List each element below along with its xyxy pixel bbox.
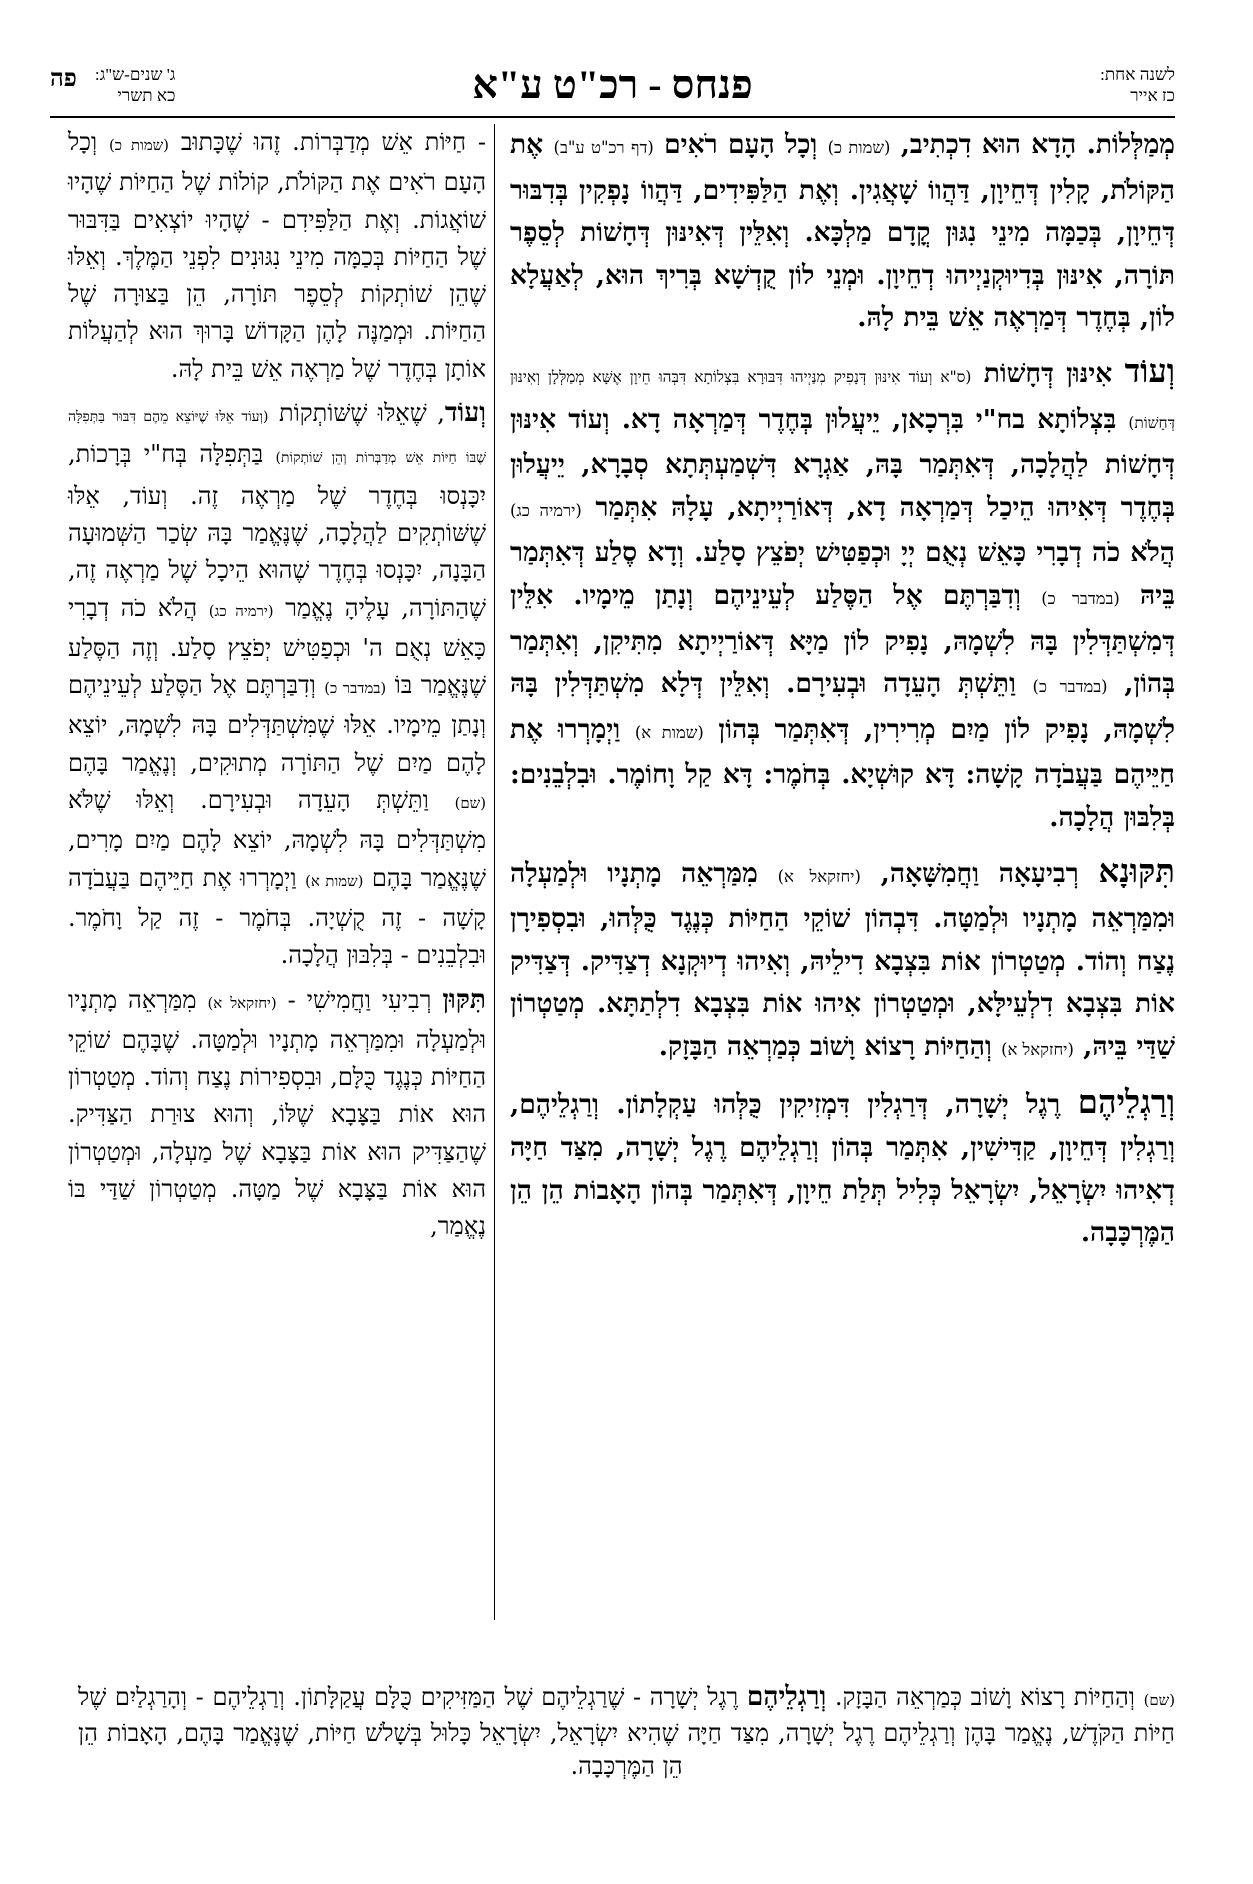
side-p2-lead-word: וְעוֹד bbox=[444, 397, 486, 429]
main-p1-text-a: מְמַלְּלוֹת. הָדָא הוּא דִכְתִיב, bbox=[890, 129, 1175, 160]
page-header bbox=[50, 62, 1175, 112]
main-p2-ref-4: (שמות א) bbox=[634, 722, 704, 742]
main-p3-lead-word: תִּקּוּנָא bbox=[1098, 851, 1175, 890]
header-left-line1: ג' שנים-ש"ג: bbox=[94, 65, 176, 84]
main-p3-text-b: מִמַּרְאֵה מָתְנָיו וּלְמַעְלָה וּמִמַּרְאֵה מָתְנָיו וּלְמַטָּה. דִּבְהוֹן שׁוֹקֵי הַחַיּוֹת כְּנֶגֶד כֻּלְּהוּ, וּבִסְפִירָן נֶצַח וְהוֹד. מְטַטְרוֹן אוֹת בִּצְבָא דִילֵיהּ, וְאִיהוּ דְיוּקְנָא דְצַדִּיק. דְּצַדִּיק אוֹת בִּצְבָא דִלְעֵילָּא, וּמְטַטְרוֹן אִיהוּ אוֹת בִּצְבָא דִלְתַתָּא. מְטַטְרוֹן שַׁדַּי בֵּיהּ, bbox=[510, 857, 1175, 1062]
side-p2-ref-2: (במדבר כ) bbox=[324, 679, 387, 698]
bottom-text-a: וְהַחַיּוֹת רָצוֹא וָשׁוֹב כְּמַרְאֵה הַבָּזָק. bbox=[826, 1683, 1144, 1711]
main-p2-text-e: וַתֵּשְׁתְּ הָעֵדָה וּבְעִירָם. וְאִלֵּין דְּלָא מִשְׁתַּדְּלִין בָּהּ לִשְׁמָהּ, נָפִיק לוֹן מַיִם מְרִירִין, דְּאִתְּמַר בְּהוֹן bbox=[510, 668, 1175, 745]
page-number: פה bbox=[50, 66, 77, 92]
header-rule bbox=[50, 116, 1175, 118]
main-p4-text-a: רֶגֶל יְשָׁרָה, דְּרַגְלִין דִּמְזִיקִין כֻּלְּהוּ עַקְלָתוֹן. וְרַגְלֵיהֶם, וְרַגְלִין דְּחֵיוָן, קַדִּישִׁין, אִתְּמַר בְּהוֹן וְרַגְלֵיהֶם רֶגֶל יְשָׁרָה, מִצַּד חַיָּה דְאִיהוּ יִשְׂרָאֵל, יִשְׂרָאֵל כְּלִיל תְּלַת חֵיוָן, דְּאִתְּמַר בְּהוֹן הָאָבוֹת הֵן הֵן הַמֶּרְכָּבָה. bbox=[510, 1089, 1175, 1249]
side-p2-ref-4: (שמות א) bbox=[305, 871, 364, 890]
main-p2-text-b: בִּצְלוֹתָא בח"י בִּרְכָאן, יֵיעֲלוּן בְּחֶדֶר דְּמַרְאָה דָא. וְעוֹד אִינּוּן דְּחָשׁוֹת לַהֲלָכָה, דְּאִתְּמַר בָּהּ, אַגְרָא דִּשְׁמַעְתְּתָא סְבָרָא, יֵיעֲלוּן בְּחֶדֶר דְּאִיהוּ הֵיכַל דְּמַרְאָה דָא, דְּאוֹרַיְיתָא, עָלָהּ אִתְּמַר bbox=[510, 403, 1175, 523]
column-divider bbox=[494, 124, 495, 1620]
side-p2-text-f: וַיְמָרְרוּ אֶת חַיֵּיהֶם בַּעֲבֹדָה קָשָׁה - זֶה קֻשְׁיָה. בְּחֹמֶר - זֶה קַל וָחֹמֶר. וּבִלְבֵנִים - בְּלִבּוּן הֲלָכָה. bbox=[68, 863, 486, 970]
side-paragraph-2 bbox=[68, 394, 486, 974]
page-title: פנחס - רכ"ט ע"א bbox=[472, 62, 753, 107]
translation-column bbox=[68, 124, 486, 1620]
main-p1-ref-2: (דף רכ"ט ע"ב) bbox=[553, 138, 654, 157]
header-left-text bbox=[95, 64, 176, 106]
side-p2-text-d: וְדִבַּרְתֶּם אֶל הַסֶּלַע לְעֵינֵיהֶם וְנָתַן מֵימָיו. אֵלּוּ שֶׁמִּשְׁתַּדְּלִים בָּהּ לִשְׁמָהּ, יוֹצֵא לָהֶם מַיִם שֶׁל הַתּוֹרָה מְתוּקִים, וְנֶאֱמַר בָּהֶם bbox=[68, 671, 486, 777]
main-p1-text-c: אֶת הַקּוֹלֹת, קָלִין דְּחֵיוָן, דַּהֲווֹ שָׁאֲגִין. וְאֶת הַלַּפִּידִים, דַּהֲווֹ נָפְקִין בְּדִבּוּר דְּחֵיוָן, בְּכַמָּה מִינֵי נִגּוּן קֳדָם מַלְכָּא. וְאִלֵּין דְּאִינּוּן דְּחָשׁוֹת לְסֵפֶר תּוֹרָה, אִינּוּן בְּדִיוּקְנַיְיהוּ דְחֵיוָן. וּמְנֵי לוֹן קֻדְשָׁא בְּרִיךְ הוּא, לְאַעֲלָא לוֹן, בְּחֶדֶר דְּמַרְאֶה אֵשׁ בֵּית לָהּ. bbox=[510, 129, 1175, 334]
main-p3-ref-2: (יחזקאל א) bbox=[1001, 1039, 1074, 1059]
main-p1-ref-1: (שמות כ) bbox=[827, 138, 891, 157]
main-p3-ref-1: (יחזקאל א) bbox=[777, 866, 861, 886]
main-p2-text-a: אִינּוּן דְּחָשׁוֹת bbox=[971, 357, 1125, 389]
side-p1-text-a: - חַיּוֹת אֵשׁ מְדַבְּרוֹת. זֶהוּ שֶׁכָּתוּב bbox=[168, 128, 486, 156]
main-p1-text-b: וְכָל הָעָם רֹאִים bbox=[653, 129, 828, 160]
main-p2-ref-2: (במדבר כ) bbox=[1041, 588, 1120, 608]
bottom-ref-1: (שם) bbox=[1143, 1691, 1175, 1709]
main-p4-lead-word: וְרַגְלֵיהֶם bbox=[1077, 1083, 1175, 1122]
side-paragraph-1 bbox=[68, 124, 486, 388]
header-left bbox=[50, 64, 175, 106]
header-right-line1: לשנה אחת: bbox=[1100, 65, 1175, 84]
side-p2-alt-note: (וְעוֹד אֵלּוּ שֶׁיּוֹצֵא מֵהֶם דִּבּוּר בַּתְּפִלָּה שֶׁבּוֹ חַיּוֹת אֵשׁ מְדַבְּרוֹת וְהֵן שׁוֹתְקוֹת) bbox=[68, 409, 486, 467]
side-p2-ref-1: (ירמיה כג) bbox=[208, 601, 274, 620]
side-p3-text-b: מִמַּרְאֵה מָתְנָיו וּלְמַעְלָה וּמִמַּרְאֵה מָתְנָיו וּלְמַטָּה. שֶׁבָּהֶם שׁוֹקֵי הַחַיּוֹת כְּנֶגֶד כֻּלָּם, וּבִסְפִירוֹת נֶצַח וְהוֹד. מְטַטְרוֹן הוּא אוֹת בַּצָּבָא שֶׁלּוֹ, וְהוּא צוּרַת הַצַּדִּיק. שֶׁהַצַּדִּיק הוּא אוֹת בַּצָּבָא שֶׁל מַעְלָה, וּמְטַטְרוֹן הוּא אוֹת בַּצָּבָא שֶׁל מַטָּה. מְטַטְרוֹן שַׁדַּי בּוֹ נֶאֱמַר, bbox=[68, 985, 486, 1241]
side-p1-text-b: וְכָל הָעָם רֹאִים אֶת הַקּוֹלֹת, קוֹלוֹת שֶׁל הַחַיּוֹת שֶׁהָיוּ שׁוֹאֲגוֹת. וְאֶת הַלַּפִּידִם - שֶׁהָיוּ יוֹצְאִים בַּדִּבּוּר שֶׁל הַחַיּוֹת בְּכַמָּה מִינֵי נִגּוּנִים לִפְנֵי הַמֶּלֶךְ. וְאֵלּוּ שֶׁהֵן שׁוֹתְקוֹת לְסֵפֶר תּוֹרָה, הֵן בַּצּוּרָה שֶׁל הַחַיּוֹת. וּמְמַנֶּה לָהֶן הַקָּדוֹשׁ בָּרוּךְ הוּא לְהַעֲלוֹת אוֹתָן בְּחֶדֶר שֶׁל מַרְאֶה אֵשׁ בֵּית לָהּ. bbox=[68, 128, 487, 383]
main-paragraph-2 bbox=[510, 350, 1175, 840]
side-p2-ref-3: (שם) bbox=[454, 794, 486, 813]
main-paragraph-1 bbox=[510, 124, 1175, 340]
header-right-line2: כז אייר bbox=[1130, 86, 1175, 105]
side-p2-text-e: וַתֵּשְׁתְּ הָעֵדָה וּבְעִירָם. וְאֵלּוּ שֶׁלֹּא מִשְׁתַּדְּלִים בָּהּ לִשְׁמָהּ, יוֹצֵא לָהֶם מַיִם מָרִים, שֶׁנֶּאֱמַר בָּהֶם bbox=[68, 786, 486, 892]
side-p3-ref-1: (יחזקאל א) bbox=[207, 993, 277, 1012]
bottom-continuation bbox=[78, 1680, 1175, 1783]
main-p2-ref-1: (ירמיה כג) bbox=[510, 500, 582, 520]
main-p2-text-d: וְדִבַּרְתֶּם אֶל הַסֶּלַע לְעֵינֵיהֶם וְנָתַן מֵימָיו. אִלֵּין דְּמִשְׁתַּדְּלִין בָּהּ לִשְׁמָהּ, נָפִיק לוֹן מַיָּא דְּאוֹרַיְיתָא מִתִּיקִן, וְאִתְּמַר בְּהוֹן, bbox=[510, 579, 1175, 700]
header-left-line2: כא תשרי bbox=[117, 86, 176, 105]
main-p2-lead-word: וְעוֹד bbox=[1124, 351, 1176, 390]
main-p2-text-c: הֲלֹא כֹה דְבָרִי כָּאֵשׁ נְאֻם יְיָ וּכְפַטִּישׁ יְפֹצֵץ סָלַע. וְדָא סֶלַע דְּאִתְּמַר בֵּיהּ bbox=[510, 537, 1175, 611]
main-paragraph-3 bbox=[510, 850, 1175, 1072]
main-paragraph-4 bbox=[510, 1081, 1175, 1254]
bottom-lead-word: וְרַגְלֵיהֶם bbox=[746, 1681, 827, 1712]
side-p2-text-b: בַּתְּפִלָּה בְּח"י בְּרָכוֹת, יִכָּנְסוּ בְּחֶדֶר שֶׁל מַרְאֶה זֶה. וְעוֹד, אֵלּוּ שֶׁשּׁוֹתְקִים לַהֲלָכָה, שֶׁנֶּאֱמַר בָּהּ שְׂכַר הַשְּׁמוּעָה הַבָּנָה, יִכָּנְסוּ בְּחֶדֶר שֶׁהוּא הֵיכָל שֶׁל מַרְאֶה זֶה, שֶׁהַתּוֹרָה, עָלֶיהָ נֶאֱמַר bbox=[68, 440, 487, 622]
main-p3-text-a: רְבִיעָאָה וַחֲמִשָּׁאָה, bbox=[860, 857, 1099, 889]
side-p3-lead-word: תִּקּוּן bbox=[442, 983, 487, 1015]
side-paragraph-3 bbox=[68, 981, 486, 1246]
main-p2-ref-3: (במדבר כ) bbox=[1032, 677, 1108, 697]
side-p2-text-a: , שֶׁאֵלּוּ שֶׁשּׁוֹתְקוֹת bbox=[268, 399, 445, 428]
side-p2-text-c: הֲלֹא כֹה דְבָרִי כָּאֵשׁ נְאֻם ה' וּכְפַטִּישׁ יְפֹצֵץ סָלַע. וְזֶה הַסֶּלַע שֶׁנֶּאֱמַר בּוֹ bbox=[68, 593, 486, 700]
bottom-text-b: רֶגֶל יְשָׁרָה - שֶׁרַגְלֵיהֶם שֶׁל הַמַּזִּיקִים כֻּלָּם עֲקַלָּתוֹן. וְרַגְלֵיהֶם - וְהָרַגְלַיִם שֶׁל חַיּוֹת הַקֹּדֶשׁ, נֶאֱמַר בָּהֶן וְרַגְלֵיהֶם רֶגֶל יְשָׁרָה, מִצַּד חַיָּה שֶׁהִיא יִשְׂרָאֵל, יִשְׂרָאֵל כָּלוּל בְּשָׁלֹשׁ חַיּוֹת, שֶׁנֶּאֱמַר בָּהֶם, הָאָבוֹת הֵן הֵן הַמֶּרְכָּבָה. bbox=[78, 1683, 1175, 1780]
main-p2-text-f: וַיְמָרְרוּ אֶת חַיֵּיהֶם בַּעֲבֹדָה קָשָׁה: דָּא קוּשְׁיָא. בְּחֹמֶר: דָּא קַל וָחוֹמֶר. וּבִלְבֵנִים: בְּלִבּוּן הֲלָכָה. bbox=[510, 713, 1175, 833]
side-p3-text-a: רְבִיעִי וַחֲמִישִׁי - bbox=[276, 985, 443, 1014]
main-p2-alt-note: (ס"א וְעוֹד אִינּוּן דְּנָפִיק מִנַּיְיהוּ דִּבּוּרָא בִּצְלוֹתָא דִּבְּהוּ חֵיוָן אֶשָּׁא מְמַלְּלָן וְאִינּוּן דְּחָשׁוֹת) bbox=[510, 367, 1175, 432]
main-p3-text-c: וְהַחַיּוֹת רָצוֹא וָשׁוֹב כְּמַרְאֵה הַבָּזָק. bbox=[658, 1030, 1002, 1062]
side-p1-ref-1: (שמות כ) bbox=[108, 136, 169, 154]
main-column bbox=[510, 124, 1175, 1620]
